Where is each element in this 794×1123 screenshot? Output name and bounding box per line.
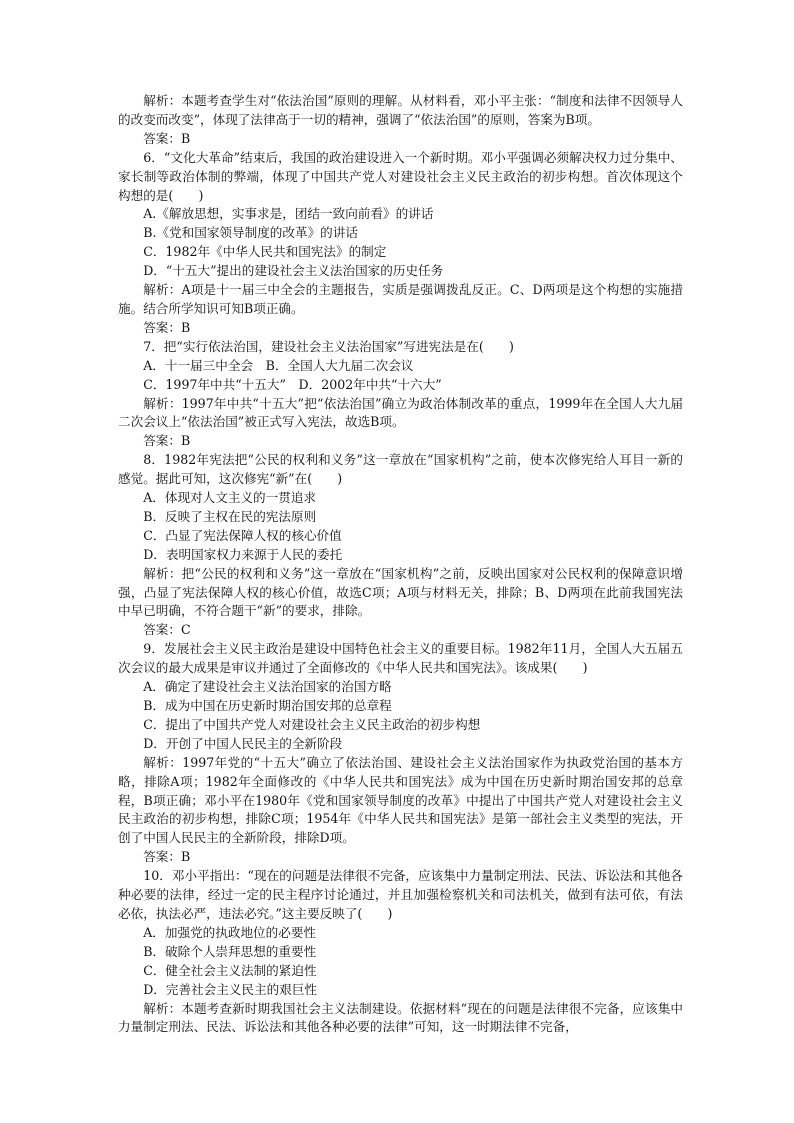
option-line: C．1982年《中华人民共和国宪法》的制定 [143, 244, 387, 260]
option-line: D．表明国家权力来源于人民的委托 [143, 546, 343, 562]
answer-line: 答案：B [143, 433, 191, 449]
question-stem: 7．把“实行依法治国，建设社会主义法治国家”写进宪法是在( ) [143, 338, 514, 354]
answer-line: 答案：B [143, 849, 191, 865]
option-line: C．凸显了宪法保障人权的核心价值 [143, 527, 342, 543]
option-line: C．提出了中国共产党人对建设社会主义民主政治的初步构想 [143, 716, 481, 732]
analysis-paragraph: 解析：把“公民的权利和义务”这一章放在“国家机构”之前，反映出国家对公民权利的保障意识增强，凸显了宪法保障人权的核心价值，故选C项；A项与材料无关，排除；B、D两项在此前我国宪法中早已明确，不符合题干“新”的要求，排除。 [118, 565, 683, 619]
question-stem: 10．邓小平指出：“现在的问题是法律很不完备，应该集中力量制定刑法、民法、诉讼法和其他各种必要的法律，经过一定的民主程序讨论通过，并且加强检察机关和司法机关，做到有法可依，有法必依，执法必严，违法必究。”这主要反映了( ) [118, 868, 683, 921]
question-stem: 6．“文化大革命”结束后，我国的政治建设进入一个新时期。邓小平强调必须解决权力过分集中、家长制等政治体制的弊端，体现了中国共产党人对建设社会主义民主政治的初步构想。首次体现这个构想的是( ) [118, 149, 683, 203]
question-stem: 9．发展社会主义民主政治是建设中国特色社会主义的重要目标。1982年11月，全国人大五届五次会议的最大成果是审议并通过了全面修改的《中华人民共和国宪法》。该成果( ) [118, 641, 683, 676]
analysis-paragraph: 解析：本题考查学生对“依法治国”原则的理解。从材料看，邓小平主张：“制度和法律不因领导人的改变而改变”，体现了法律高于一切的精神，强调了“依法治国”的原则，答案为B项。 [118, 93, 683, 127]
analysis-paragraph: 解析：本题考查新时期我国社会主义法制建设。依据材料“现在的问题是法律很不完备，应该集中力量制定刑法、民法、诉讼法和其他各种必要的法律”可知，这一时期法律不完备， [118, 1000, 683, 1035]
answer-line: 答案：C [143, 622, 191, 638]
option-line: C．1997年中共“十五大” D．2002年中共“十六大” [143, 376, 442, 392]
option-line: D．“十五大”提出的建设社会主义法治国家的历史任务 [143, 263, 444, 279]
option-line: A．确定了建设社会主义法治国家的治国方略 [143, 679, 392, 695]
option-line: A．十一届三中全会 B．全国人大九届二次会议 [143, 357, 414, 373]
analysis-paragraph: 解析：1997年中共“十五大”把“依法治国”确立为政治体制改革的重点，1999年在全国人大九届二次会议上“依法治国”被正式写入宪法，故选B项。 [118, 395, 683, 430]
analysis-paragraph: 解析：1997年党的“十五大”确立了依法治国、建设社会主义法治国家作为执政党治国的基本方略，排除A项；1982年全面修改的《中华人民共和国宪法》成为中国在历史新时期治国安邦的总章程，B项正确；邓小平在1980年《党和国家领导制度的改革》中提出了中国共产党人对建设社会主义民主政治的初步构想，排除C项；1954年《中华人民共和国宪法》是第一部社会主义类型的宪法，开创了中国人民民主的全新阶段，排除D项。 [118, 754, 683, 846]
option-line: A．加强党的执政地位的必要性 [143, 924, 317, 940]
option-line: C．健全社会主义法制的紧迫性 [143, 962, 317, 978]
option-line: D．开创了中国人民民主的全新阶段 [143, 735, 343, 751]
analysis-paragraph: 解析：A项是十一届三中全会的主题报告，实质是强调拨乱反正。C、D两项是这个构想的实施措施。结合所学知识可知B项正确。 [118, 282, 683, 316]
option-line: B．反映了主权在民的宪法原则 [143, 508, 317, 524]
question-stem: 8．1982年宪法把“公民的权利和义务”这一章放在“国家机构”之前，使本次修宪给人耳目一新的感觉。据此可知，这次修宪“新”在( ) [118, 452, 683, 487]
answer-line: 答案：B [143, 319, 191, 335]
option-line: D．完善社会主义民主的艰巨性 [143, 981, 318, 997]
option-line: B.《党和国家领导制度的改革》的讲话 [143, 225, 358, 241]
option-line: A．体现对人文主义的一贯追求 [143, 490, 317, 506]
option-line: B．成为中国在历史新时期治国安邦的总章程 [143, 698, 392, 713]
document-page [118, 92, 683, 1037]
option-line: B．破除个人崇拜思想的重要性 [143, 943, 317, 959]
answer-line: 答案：B [143, 130, 191, 146]
option-line: A.《解放思想，实事求是，团结一致向前看》的讲话 [143, 206, 434, 222]
